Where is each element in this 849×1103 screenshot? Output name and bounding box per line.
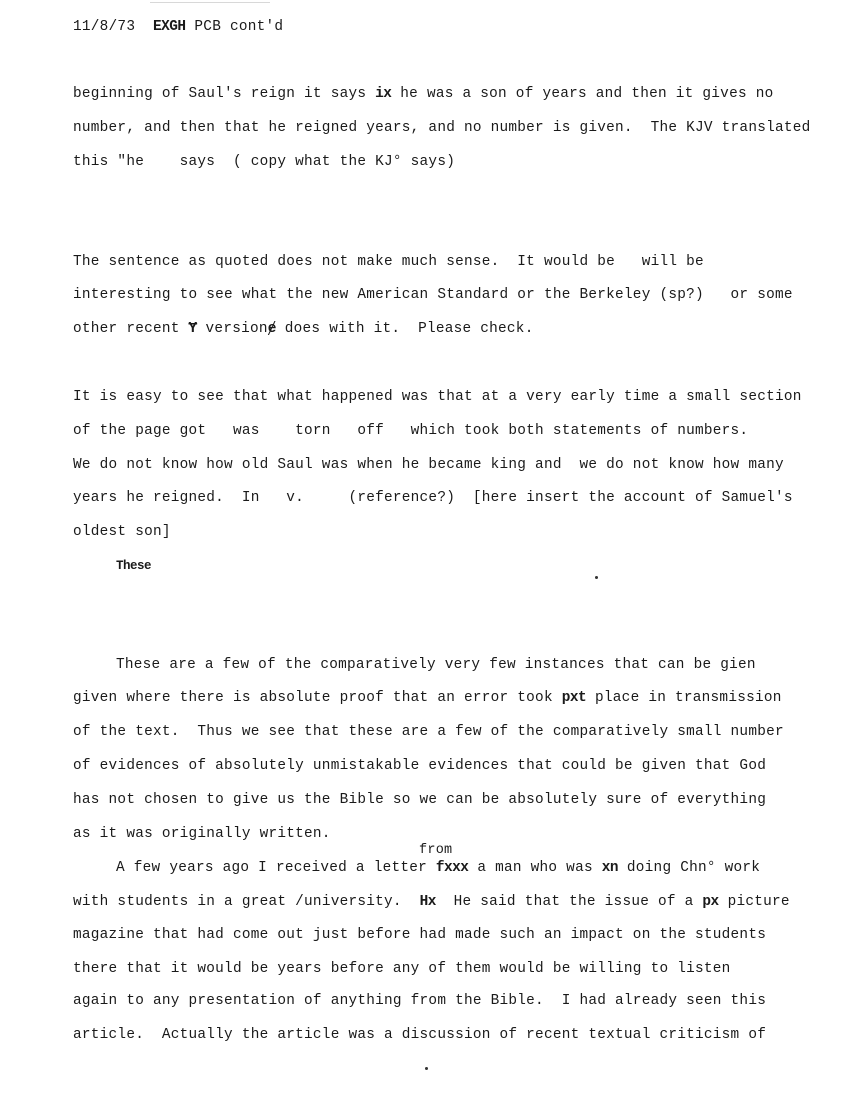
header-date: 11/8/73 xyxy=(73,19,136,35)
page-header xyxy=(73,18,283,36)
text-line: article. Actually the article was a discussion of recent textual criticism of xyxy=(73,1027,767,1043)
ink-dot xyxy=(425,1067,428,1070)
struck-text: Hx xyxy=(419,894,436,910)
text-run: version xyxy=(196,321,268,337)
insertion-above-line: from xyxy=(419,843,453,858)
text-run: A few years ago I received a letter xyxy=(116,860,436,876)
struck-text: Ɏ xyxy=(188,321,197,337)
text-line: We do not know how old Saul was when he became king and we do not know how many xyxy=(73,457,784,473)
text-run: a man who was xyxy=(468,860,602,876)
text-line: of the page got was torn off which took both statements of numbers. xyxy=(73,423,749,439)
struck-text: px xyxy=(702,894,719,910)
text-line: as it was originally written. xyxy=(73,826,331,842)
struck-text: fxxx xyxy=(435,860,469,876)
struck-text: ɇ xyxy=(267,321,276,337)
text-run: picture xyxy=(718,894,790,910)
text-run: university. xyxy=(304,894,420,910)
text-run: place in transmission xyxy=(586,690,782,706)
text-line: oldest son] xyxy=(73,524,171,540)
text-run: he was a son of years and then it gives no xyxy=(391,86,774,102)
text-line: of evidences of absolutely unmistakable evidences that could be given that God xyxy=(73,758,767,774)
text-line: years he reigned. In v. (reference?) [here insert the account of Samuel's xyxy=(73,490,793,506)
text-line: magazine that had come out just before had made such an impact on the students xyxy=(73,927,767,943)
struck-text: xn xyxy=(601,860,619,876)
header-struck-text: EXGH xyxy=(152,19,186,35)
text-run: He said that the issue of a xyxy=(435,894,703,910)
ink-dot xyxy=(595,576,598,579)
text-run: given where there is absolute proof that an error took xyxy=(73,690,562,706)
text-line: this "he says ( copy what the KJ° says) xyxy=(73,154,456,170)
text-line: It is easy to see that what happened was that at a very early time a small section xyxy=(73,389,802,405)
text-line: number, and then that he reigned years, and no number is given. The KJV translated xyxy=(73,120,811,136)
text-line: of the text. Thus we see that these are a few of the comparatively small number xyxy=(73,724,784,740)
text-line xyxy=(116,859,760,877)
text-line: has not chosen to give us the Bible so we can be absolutely sure of everything xyxy=(73,792,767,808)
struck-text: pxt xyxy=(561,690,587,706)
text-run: with students in a great xyxy=(73,894,296,910)
text-line xyxy=(73,689,782,707)
text-line: The sentence as quoted does not make much sense. It would be will be xyxy=(73,254,704,270)
scan-edge-line xyxy=(150,2,270,3)
struck-text: ix xyxy=(375,86,392,102)
text-run: does with it. Please check. xyxy=(275,321,534,337)
text-run: beginning of Saul's reign it says xyxy=(73,86,376,102)
text-line: These are a few of the comparatively very few instances that can be gien xyxy=(116,657,756,673)
struck-word: These xyxy=(116,559,152,573)
text-line xyxy=(73,85,774,103)
text-line xyxy=(73,320,534,338)
struck-text: / xyxy=(295,894,305,910)
text-line xyxy=(73,893,790,911)
text-line: interesting to see what the new American Standard or the Berkeley (sp?) or some xyxy=(73,287,793,303)
header-label: PCB cont'd xyxy=(194,19,284,35)
text-run: doing Chn° work xyxy=(618,860,761,876)
text-run: other recent xyxy=(73,321,189,337)
text-line: there that it would be years before any of them would be willing to listen xyxy=(73,961,731,977)
text-line: again to any presentation of anything from the Bible. I had already seen this xyxy=(73,993,767,1009)
